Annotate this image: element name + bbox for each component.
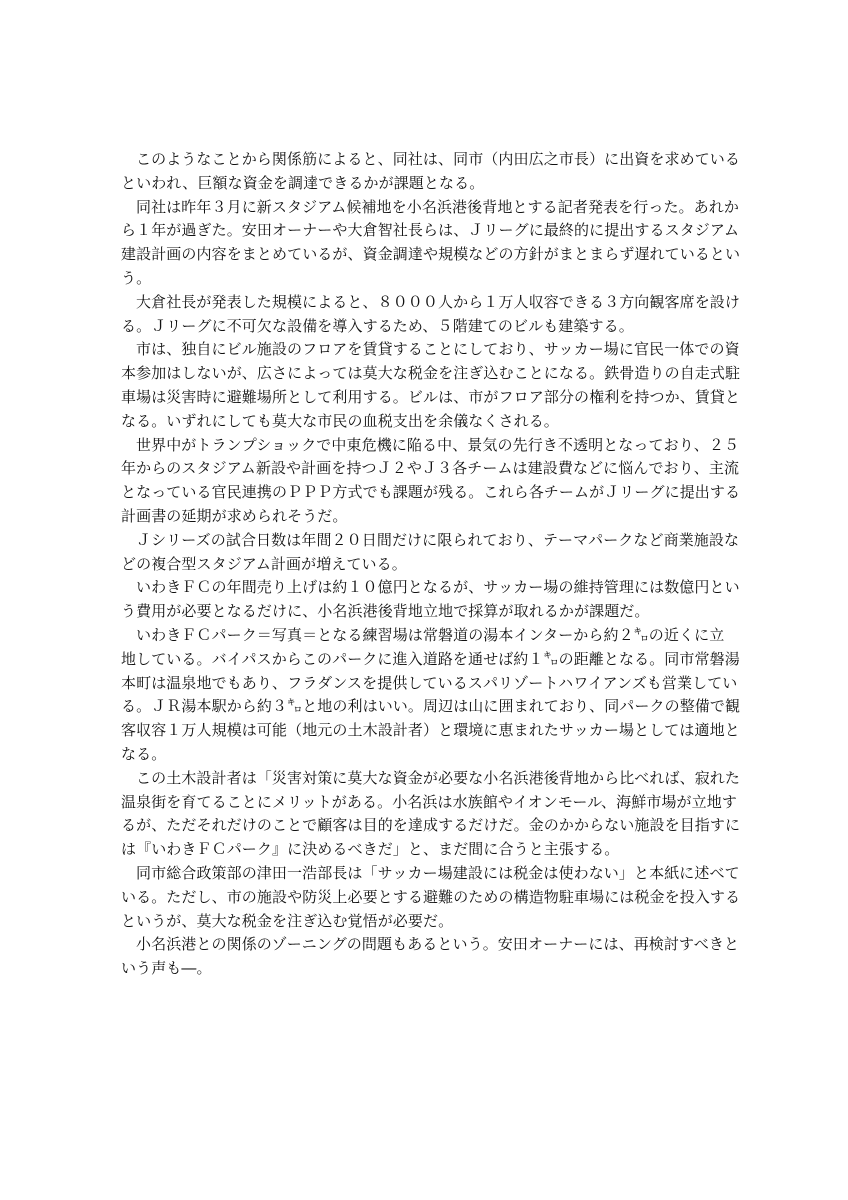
text-line: なる。 bbox=[121, 744, 167, 763]
text-line: るが、ただそれだけのことで顧客は目的を達成するだけだ。金のかからない施設を目指すに bbox=[121, 816, 741, 835]
text-line: というが、莫大な税金を注ぎ込む覚悟が必要だ。 bbox=[121, 911, 454, 930]
paragraph bbox=[121, 529, 741, 577]
paragraph bbox=[121, 767, 741, 862]
text-line: る。Ｊリーグに不可欠な設備を導入するため、５階建てのビルも建築する。 bbox=[121, 316, 634, 335]
text-line: 世界中がトランプショックで中東危機に陥る中、景気の先行き不透明となっており、２５ bbox=[136, 435, 740, 454]
paragraph bbox=[121, 933, 741, 981]
text-line: Ｊシリーズの試合日数は年間２０日間だけに限られており、テーマパークなど商業施設な bbox=[136, 530, 740, 549]
text-line: どの複合型スタジアム計画が増えている。 bbox=[121, 554, 407, 573]
paragraph bbox=[121, 148, 741, 196]
text-line: 小名浜港との関係のゾーニングの問題もあるという。安田オーナーには、再検討すべきと bbox=[136, 935, 740, 954]
text-line: このようなことから関係筋によると、同社は、同市（内田広之市長）に出資を求めている bbox=[136, 150, 741, 168]
text-line: 計画書の延期が求められそうだ。 bbox=[121, 506, 348, 525]
text-line: 本参加はしないが、広さによっては莫大な税金を注ぎ込むことになる。鉄骨造りの自走式駐 bbox=[121, 364, 741, 383]
paragraph bbox=[121, 434, 741, 529]
paragraph bbox=[121, 291, 741, 339]
text-line: 本町は温泉地でもあり、フラダンスを提供しているスパリゾートハワイアンズも営業してい bbox=[121, 673, 738, 692]
paragraph bbox=[121, 862, 741, 933]
text-line: 車場は災害時に避難場所として利用する。ビルは、市がフロア部分の権利を持つか、賃貸と bbox=[121, 387, 741, 406]
text-line: 建設計画の内容をまとめているが、資金調達や規模などの方針がまとまらず遅れているとい bbox=[121, 245, 741, 264]
text-line: う。 bbox=[121, 268, 152, 287]
text-line: いわきＦＣパーク＝写真＝となる練習場は常磐道の湯本インターから約２㌔の近くに立 bbox=[136, 625, 725, 644]
text-line: う費用が必要となるだけに、小名浜港後背地立地で採算が取れるかが課題だ。 bbox=[121, 602, 650, 621]
text-line: ら１年が過ぎた。安田オーナーや大倉智社長らは、Ｊリーグに最終的に提出するスタジアム bbox=[121, 221, 740, 240]
text-line: いう声も―。 bbox=[121, 959, 212, 978]
text-line: 大倉社長が発表した規模によると、８０００人から１万人収容できる３方向観客席を設け bbox=[136, 292, 741, 311]
text-line: いる。ただし、市の施設や防災上必要とする避難のための構造物駐車場には税金を投入する bbox=[121, 887, 741, 906]
text-line: いわきＦＣの年間売り上げは約１０億円となるが、サッカー場の維持管理には数億円とい bbox=[136, 578, 740, 597]
text-line: は『いわきＦＣパーク』に決めるべきだ」と、まだ間に合うと主張する。 bbox=[121, 840, 620, 859]
text-line: 年からのスタジアム新設や計画を持つＪ２やＪ３各チームは建設費などに悩んでおり、主流 bbox=[121, 459, 740, 478]
article-body bbox=[121, 148, 741, 981]
text-line: といわれ、巨額な資金を調達できるかが課題となる。 bbox=[121, 173, 485, 192]
paragraph bbox=[121, 196, 741, 291]
text-line: る。ＪＲ湯本駅から約３㌔と地の利はいい。周辺は山に囲まれており、同パークの整備で観 bbox=[121, 697, 741, 716]
paragraph bbox=[121, 576, 741, 624]
text-line: この土木設計者は「災害対策に莫大な資金が必要な小名浜港後背地から比べれば、寂れた bbox=[136, 768, 741, 787]
text-line: 同社は昨年３月に新スタジアム候補地を小名浜港後背地とする記者発表を行った。あれか bbox=[136, 197, 739, 216]
text-line: なる。いずれにしても莫大な市民の血税支出を余儀なくされる。 bbox=[121, 411, 559, 430]
paragraph bbox=[121, 624, 741, 767]
text-line: 地している。バイパスからこのパークに進入道路を通せば約１㌔の距離となる。同市常磐湯 bbox=[121, 649, 740, 668]
text-line: 温泉街を育てることにメリットがある。小名浜は水族館やイオンモール、海鮮市場が立地す bbox=[121, 792, 737, 811]
text-line: となっている官民連携のＰＰＰ方式でも課題が残る。これら各チームがＪリーグに提出する bbox=[121, 483, 741, 502]
text-line: 市は、独自にビル施設のフロアを賃貸することにしており、サッカー場に官民一体での資 bbox=[136, 340, 740, 359]
paragraph bbox=[121, 338, 741, 433]
text-line: 同市総合政策部の津田一浩部長は「サッカー場建設には税金は使わない」と本紙に述べて bbox=[136, 863, 740, 882]
text-line: 客収容１万人規模は可能（地元の土木設計者）と環境に恵まれたサッカー場としては適地と bbox=[121, 721, 740, 740]
